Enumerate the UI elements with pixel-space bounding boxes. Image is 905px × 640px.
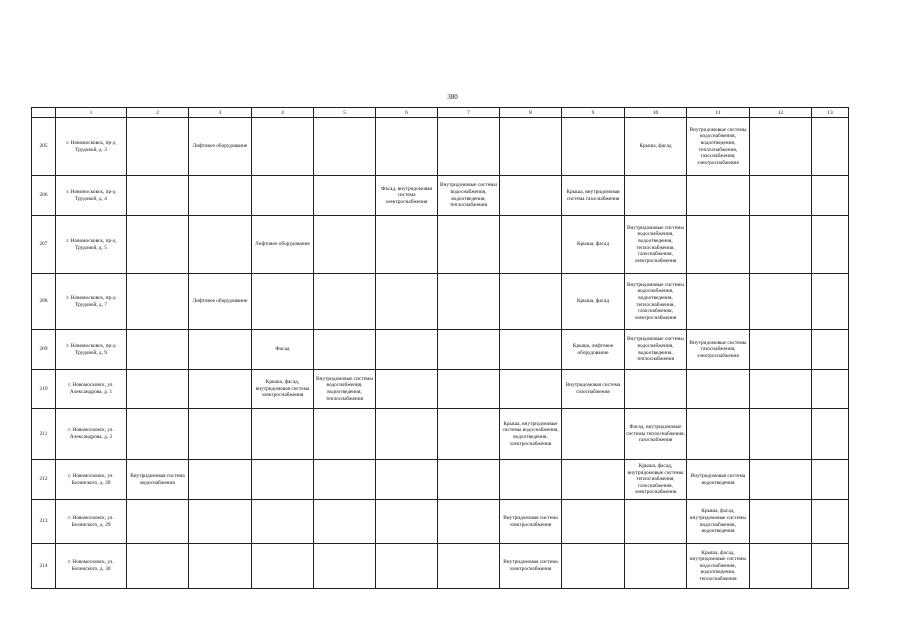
work-cell xyxy=(687,460,750,500)
work-cell xyxy=(562,176,625,216)
work-text: Внутридомовые системы водоснабжения, водоотведения, теплоснабжения, газоснабжения, электроснабжения xyxy=(689,126,747,166)
work-cell xyxy=(252,330,314,370)
work-cell xyxy=(438,330,500,370)
work-cell xyxy=(500,330,562,370)
work-cell xyxy=(127,118,189,176)
work-cell xyxy=(500,176,562,216)
work-text: Фасад xyxy=(275,346,290,353)
work-cell xyxy=(127,544,189,589)
work-cell xyxy=(562,460,625,500)
work-cell xyxy=(687,176,750,216)
column-header: 10 xyxy=(625,108,687,118)
work-cell xyxy=(189,409,252,460)
work-cell xyxy=(625,500,687,544)
work-text: Внутридомовые системы водоснабжения, водоотведения, теплоснабжения xyxy=(316,375,373,402)
work-cell xyxy=(562,274,625,330)
table-row xyxy=(32,370,849,409)
work-text: Внутридомовая система электроснабжения xyxy=(503,559,558,572)
work-cell xyxy=(376,330,438,370)
work-cell xyxy=(127,370,189,409)
work-text: Крыша, фасад xyxy=(576,298,610,305)
work-cell xyxy=(127,500,189,544)
work-cell xyxy=(314,118,376,176)
address-cell xyxy=(56,500,127,544)
row-number: 211 xyxy=(32,409,56,460)
work-cell xyxy=(687,330,750,370)
work-text: Внутридомовые системы газоснабжения, электроснабжения xyxy=(689,339,747,359)
work-text: Внутридомовая система водоснабжения xyxy=(130,472,185,486)
row-number: 206 xyxy=(32,176,56,216)
work-cell xyxy=(750,409,812,460)
header-cell-blank xyxy=(32,108,56,118)
address-text: г. Новомосковск, пр-д Трудовой, д. 5 xyxy=(66,237,116,251)
work-text: Фасад, внутридомовые системы теплоснабжения, газоснабжения xyxy=(626,424,685,444)
row-number: 212 xyxy=(32,460,56,500)
work-cell xyxy=(812,118,849,176)
work-cell xyxy=(127,330,189,370)
work-cell xyxy=(812,176,849,216)
work-text: Внутридомовые системы водоснабжения, водоотведения, теплоснабжения xyxy=(440,182,497,209)
work-cell xyxy=(189,176,252,216)
work-cell xyxy=(314,330,376,370)
work-text: Лифтовое оборудование xyxy=(255,241,310,248)
work-cell xyxy=(687,544,750,589)
work-cell xyxy=(562,216,625,274)
work-cell xyxy=(500,544,562,589)
work-cell xyxy=(562,118,625,176)
work-cell xyxy=(189,500,252,544)
work-cell xyxy=(314,274,376,330)
work-cell xyxy=(812,330,849,370)
work-cell xyxy=(438,118,500,176)
work-cell xyxy=(189,460,252,500)
work-cell xyxy=(625,330,687,370)
work-cell xyxy=(625,176,687,216)
work-cell xyxy=(750,176,812,216)
row-number: 214 xyxy=(32,544,56,589)
work-cell xyxy=(812,274,849,330)
work-cell xyxy=(189,370,252,409)
work-cell xyxy=(252,460,314,500)
address-text: г. Новомосковск, ул. Белинского, д. 28 xyxy=(68,472,114,486)
work-cell xyxy=(500,500,562,544)
work-cell xyxy=(625,544,687,589)
row-number: 209 xyxy=(32,330,56,370)
work-text: Внутридомовые системы водоснабжения, водоотведения, теплоснабжения xyxy=(627,336,684,363)
address-text: г. Новомосковск, ул. Александрова, д. 1 xyxy=(68,382,114,395)
work-cell xyxy=(750,330,812,370)
work-cell xyxy=(687,118,750,176)
work-cell xyxy=(625,118,687,176)
repair-schedule-table xyxy=(31,107,849,589)
address-text: г. Новомосковск, ул. Белинского, д. 29 xyxy=(68,514,114,528)
work-cell xyxy=(687,500,750,544)
table-row xyxy=(32,216,849,274)
work-cell xyxy=(127,176,189,216)
column-header: 5 xyxy=(314,108,376,118)
work-cell xyxy=(500,370,562,409)
work-cell xyxy=(314,500,376,544)
work-cell xyxy=(314,176,376,216)
address-cell xyxy=(56,330,127,370)
address-text: г. Новомосковск, пр-д Трудовой, д. 9 xyxy=(66,342,116,356)
work-cell xyxy=(252,274,314,330)
work-cell xyxy=(750,460,812,500)
work-cell xyxy=(812,460,849,500)
row-number: 208 xyxy=(32,274,56,330)
work-cell xyxy=(252,544,314,589)
work-cell xyxy=(314,460,376,500)
work-text: Лифтовое оборудование xyxy=(192,298,248,305)
work-cell xyxy=(376,370,438,409)
address-cell xyxy=(56,216,127,274)
work-cell xyxy=(376,544,438,589)
work-cell xyxy=(750,118,812,176)
work-cell xyxy=(252,500,314,544)
work-cell xyxy=(500,274,562,330)
work-cell xyxy=(127,409,189,460)
header-row xyxy=(32,108,849,118)
work-cell xyxy=(812,409,849,460)
work-cell xyxy=(687,274,750,330)
work-text: Крыша, фасад, внутридомовые системы теплоснабжения, газоснабжения, электроснабжения xyxy=(627,463,684,496)
work-cell xyxy=(314,370,376,409)
work-cell xyxy=(812,500,849,544)
address-cell xyxy=(56,370,127,409)
work-cell xyxy=(438,370,500,409)
work-cell xyxy=(189,274,252,330)
address-cell xyxy=(56,409,127,460)
work-cell xyxy=(625,370,687,409)
column-header: 1 xyxy=(56,108,127,118)
work-text: Внутридомовая система водоотведения xyxy=(690,472,746,486)
work-cell xyxy=(376,409,438,460)
column-header: 9 xyxy=(562,108,625,118)
table-row xyxy=(32,274,849,330)
work-cell xyxy=(562,330,625,370)
column-header: 11 xyxy=(687,108,750,118)
work-cell xyxy=(189,118,252,176)
work-cell xyxy=(189,216,252,274)
work-cell xyxy=(127,274,189,330)
column-header: 2 xyxy=(127,108,189,118)
work-cell xyxy=(500,409,562,460)
address-text: г. Новомосковск, ул. Белинского, д. 30 xyxy=(68,559,114,572)
address-cell xyxy=(56,118,127,176)
address-text: г. Новомосковск, пр-д Трудовой, д. 4 xyxy=(66,188,116,202)
table-row xyxy=(32,544,849,589)
work-cell xyxy=(812,370,849,409)
address-text: г. Новомосковск, пр-д Трудовой, д. 7 xyxy=(66,294,116,308)
work-cell xyxy=(314,409,376,460)
row-number: 210 xyxy=(32,370,56,409)
table-row xyxy=(32,118,849,176)
work-cell xyxy=(750,216,812,274)
column-header: 13 xyxy=(812,108,849,118)
work-text: Крыша, внутридомовые системы водоснабжения, водоотведения, электроснабжения xyxy=(502,420,559,447)
work-cell xyxy=(750,500,812,544)
work-cell xyxy=(750,274,812,330)
work-cell xyxy=(500,460,562,500)
work-cell xyxy=(687,409,750,460)
row-number: 205 xyxy=(32,118,56,176)
work-cell xyxy=(750,544,812,589)
column-header: 12 xyxy=(750,108,812,118)
work-text: Внутридомовая система газоснабжения xyxy=(565,382,621,395)
work-text: Крыша, фасад, внутридомовая система электроснабжения xyxy=(255,379,310,399)
table-row xyxy=(32,409,849,460)
work-text: Крыша, внутридомовая система газоснабжения xyxy=(566,188,620,202)
work-text: Внутридомовые системы водоснабжения, водоотведения, теплоснабжения, газоснабжения, электроснабжения xyxy=(627,281,684,321)
work-cell xyxy=(376,176,438,216)
work-text: Крыша, лифтовое оборудование xyxy=(572,342,614,356)
column-header: 4 xyxy=(252,108,314,118)
row-number: 213 xyxy=(32,500,56,544)
address-cell xyxy=(56,274,127,330)
work-cell xyxy=(376,460,438,500)
work-cell xyxy=(189,544,252,589)
work-cell xyxy=(438,500,500,544)
table-row xyxy=(32,176,849,216)
work-cell xyxy=(438,176,500,216)
address-cell xyxy=(56,544,127,589)
table-body xyxy=(32,108,849,589)
work-cell xyxy=(438,409,500,460)
work-cell xyxy=(438,544,500,589)
work-text: Фасад, внутридомовая система электроснабжения xyxy=(381,185,432,205)
work-cell xyxy=(438,460,500,500)
work-cell xyxy=(252,409,314,460)
work-text: Внутридомовые системы водоснабжения, водоотведения, теплоснабжения, газоснабжения, электроснабжения xyxy=(627,224,684,264)
table-row xyxy=(32,330,849,370)
work-cell xyxy=(127,216,189,274)
column-header: 3 xyxy=(189,108,252,118)
work-cell xyxy=(127,460,189,500)
table-row xyxy=(32,500,849,544)
work-cell xyxy=(314,544,376,589)
work-cell xyxy=(625,460,687,500)
address-cell xyxy=(56,460,127,500)
work-cell xyxy=(562,409,625,460)
column-header: 7 xyxy=(438,108,500,118)
work-text: Крыша, фасад xyxy=(639,143,672,150)
work-cell xyxy=(687,216,750,274)
work-cell xyxy=(687,370,750,409)
work-cell xyxy=(376,216,438,274)
work-cell xyxy=(500,216,562,274)
work-cell xyxy=(562,370,625,409)
address-text: г. Новомосковск, ул. Александрова, д. 2 xyxy=(68,427,114,440)
work-text: Внутридомовая система электроснабжения xyxy=(503,514,558,528)
row-number: 207 xyxy=(32,216,56,274)
work-cell xyxy=(376,274,438,330)
work-cell xyxy=(252,118,314,176)
work-cell xyxy=(189,330,252,370)
work-cell xyxy=(625,409,687,460)
work-cell xyxy=(562,500,625,544)
work-cell xyxy=(625,274,687,330)
work-cell xyxy=(252,216,314,274)
page-number: 380 xyxy=(447,93,458,101)
work-cell xyxy=(625,216,687,274)
column-header: 6 xyxy=(376,108,438,118)
work-cell xyxy=(438,274,500,330)
work-cell xyxy=(376,500,438,544)
work-cell xyxy=(376,118,438,176)
work-cell xyxy=(314,216,376,274)
work-text: Крыша, фасад, внутридомовые системы водоснабжения, водоотведения, теплоснабжения xyxy=(690,549,746,582)
work-cell xyxy=(812,216,849,274)
column-header: 8 xyxy=(500,108,562,118)
work-text: Крыша, фасад, внутридомовые системы водоснабжения, водоотведения xyxy=(690,508,746,535)
work-cell xyxy=(438,216,500,274)
work-text: Лифтовое оборудование xyxy=(192,143,248,150)
address-text: г. Новомосковск, пр-д Трудовой, д. 3 xyxy=(66,139,116,153)
work-cell xyxy=(562,544,625,589)
work-cell xyxy=(812,544,849,589)
address-cell xyxy=(56,176,127,216)
work-cell xyxy=(750,370,812,409)
work-cell xyxy=(500,118,562,176)
table-row xyxy=(32,460,849,500)
work-cell xyxy=(252,176,314,216)
work-text: Крыша, фасад xyxy=(576,241,610,248)
work-cell xyxy=(252,370,314,409)
